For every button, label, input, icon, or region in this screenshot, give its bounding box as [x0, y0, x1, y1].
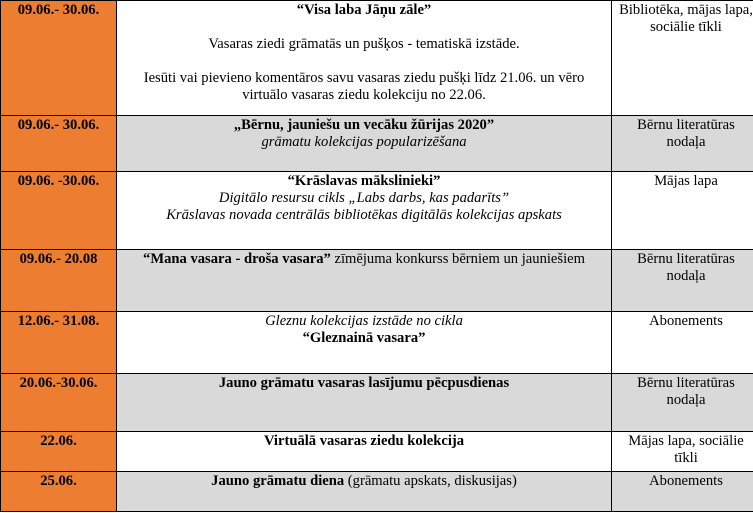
event-location: Mājas lapa	[612, 172, 753, 250]
event-title: „Bērnu, jauniešu un vecāku žūrijas 2020”	[233, 117, 495, 133]
event-description	[117, 312, 612, 374]
table-row	[1, 312, 753, 374]
event-date: 12.06.- 31.08.	[1, 312, 117, 374]
event-description	[117, 250, 612, 312]
event-date: 09.06. -30.06.	[1, 172, 117, 250]
event-title: Jauno grāmatu vasaras lasījumu pēcpusdienas	[218, 375, 510, 391]
event-location: Bērnu literatūras nodaļa	[612, 116, 753, 172]
event-title: “Visa laba Jāņu zāle”	[296, 2, 432, 18]
event-description	[117, 116, 612, 172]
event-detail: zīmējuma konkurss bērniem un jauniešiem	[330, 251, 585, 267]
event-title: “Krāslavas mākslinieki”	[287, 173, 441, 189]
table-row	[1, 172, 753, 250]
event-description	[117, 374, 612, 432]
event-location: Bērnu literatūras nodaļa	[612, 374, 753, 432]
event-location: Mājas lapa, sociālie tīkli	[612, 432, 753, 472]
event-detail: (grāmatu apskats, diskusijas)	[344, 473, 517, 489]
event-detail: Iesūti vai pievieno komentāros savu vasaras ziedu pušķi līdz 21.06. un vēro virtuālo vasaras ziedu kolekciju no 22.06.	[143, 70, 585, 103]
event-description	[117, 172, 612, 250]
event-location: Abonements	[612, 472, 753, 512]
event-location: Abonements	[612, 312, 753, 374]
event-description	[117, 432, 612, 472]
event-date: 22.06.	[1, 432, 117, 472]
event-date: 25.06.	[1, 472, 117, 512]
event-date: 09.06.- 30.06.	[1, 116, 117, 172]
event-description	[117, 472, 612, 512]
table-row	[1, 250, 753, 312]
event-title: Virtuālā vasaras ziedu kolekcija	[263, 433, 465, 449]
table-row	[1, 1, 753, 116]
event-title: “Gleznainā vasara”	[302, 330, 426, 346]
event-detail: Gleznu kolekcijas izstāde no cikla	[265, 313, 463, 329]
event-detail: grāmatu kolekcijas popularizēšana	[261, 134, 467, 150]
event-location: Bibliotēka, mājas lapa, sociālie tīkli	[612, 1, 753, 116]
event-detail: Vasaras ziedi grāmatās un pušķos - tematiskā izstāde.	[208, 36, 520, 52]
table-row	[1, 432, 753, 472]
event-date: 09.06.- 30.06.	[1, 1, 117, 116]
event-description	[117, 1, 612, 116]
event-detail: Digitālo resursu cikls „Labs darbs, kas padarīts”	[218, 190, 510, 206]
table-row	[1, 472, 753, 512]
event-location: Bērnu literatūras nodaļa	[612, 250, 753, 312]
event-date: 20.06.-30.06.	[1, 374, 117, 432]
table-row	[1, 374, 753, 432]
event-date: 09.06.- 20.08	[1, 250, 117, 312]
event-title: “Mana vasara - droša vasara”	[143, 251, 331, 267]
event-title: Jauno grāmatu diena	[211, 473, 345, 489]
table-row	[1, 116, 753, 172]
event-detail: Krāslavas novada centrālās bibliotēkas digitālās kolekcijas apskats	[166, 207, 562, 223]
